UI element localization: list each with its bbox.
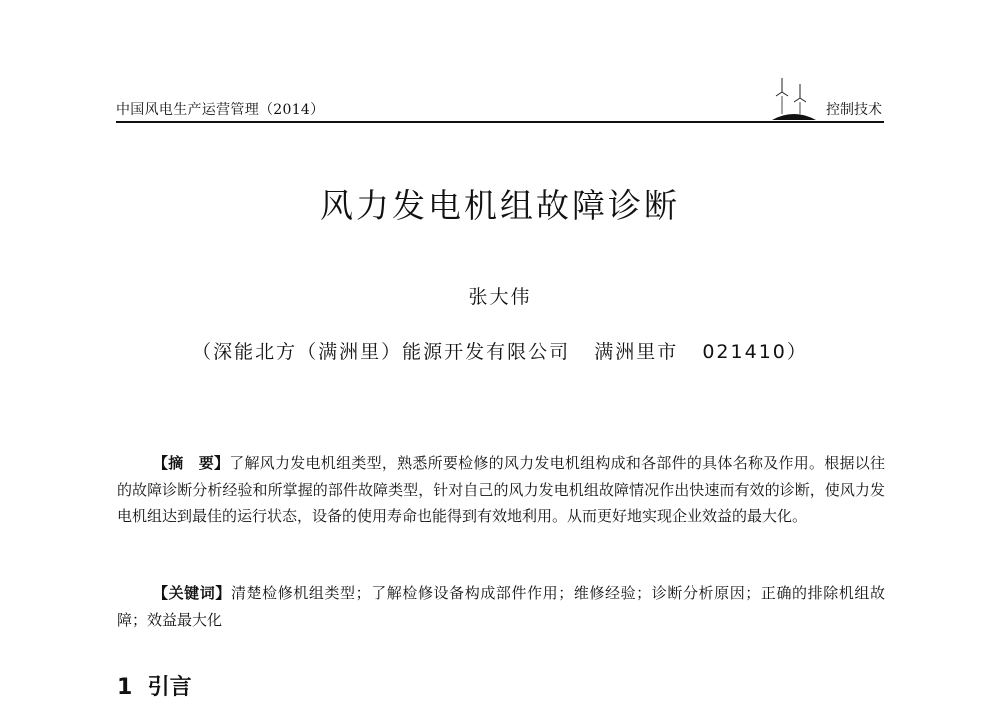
- abstract-paragraph: [117, 450, 885, 530]
- author-affiliation: （深能北方（满洲里）能源开发有限公司 满洲里市 021410）: [192, 341, 808, 363]
- keywords-paragraph: [117, 580, 885, 633]
- keywords-label: 【关键词】: [153, 584, 231, 602]
- article-title: 风力发电机组故障诊断: [320, 186, 680, 225]
- abstract-label: 【摘 要】: [153, 454, 230, 472]
- keywords-text: 清楚检修机组类型；了解检修设备构成部件作用；维修经验；诊断分析原因；正确的排除机组故障；效益最大化: [117, 584, 885, 629]
- section-heading: 1 引言: [117, 675, 192, 700]
- journal-name: 中国风电生产运营管理（2014）: [116, 102, 325, 118]
- section-label: 控制技术: [826, 102, 882, 118]
- wind-turbine-logo-icon: [772, 72, 816, 122]
- header-divider: [116, 121, 884, 123]
- abstract-text: 了解风力发电机组类型，熟悉所要检修的风力发电机组构成和各部件的具体名称及作用。根据以往的故障诊断分析经验和所掌握的部件故障类型，针对自己的风力发电机组故障情况作出快速而有效的诊断，使风力发电机组达到最佳的运行状态，设备的使用寿命也能得到有效地利用。从而更好地实现企业效益的最大化。: [117, 454, 885, 525]
- article-author: 张大伟: [468, 286, 532, 308]
